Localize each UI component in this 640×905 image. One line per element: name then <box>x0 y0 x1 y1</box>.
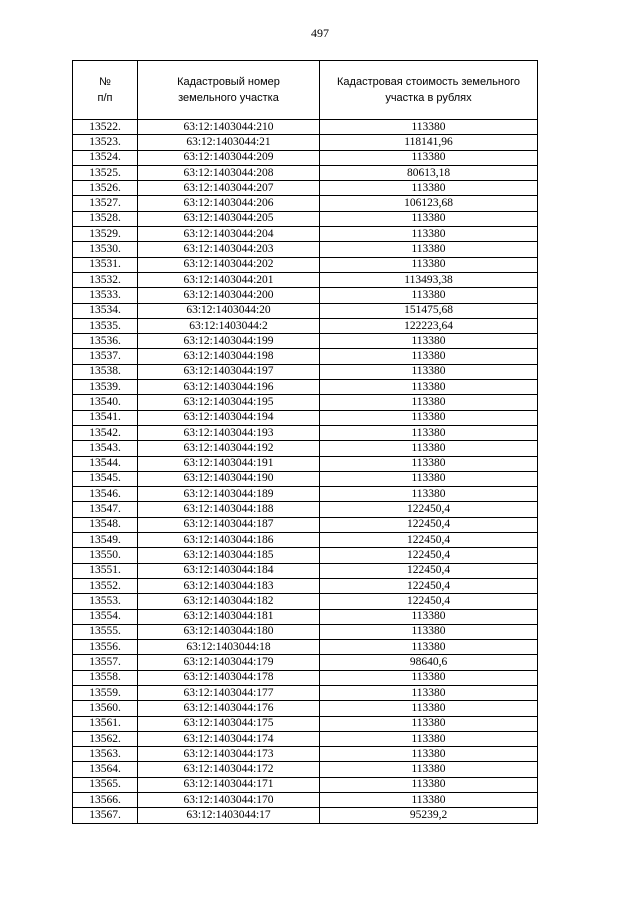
cadastral-value-cell: 122450,4 <box>320 578 538 593</box>
table-row <box>73 395 538 410</box>
table-row <box>73 747 538 762</box>
row-number-cell: 13538. <box>73 364 138 379</box>
table-row <box>73 242 538 257</box>
cadastral-value-cell: 113380 <box>320 731 538 746</box>
cadastral-number-cell: 63:12:1403044:2 <box>138 318 320 333</box>
table-row <box>73 272 538 287</box>
cadastral-value-cell: 113380 <box>320 395 538 410</box>
row-number-cell: 13541. <box>73 410 138 425</box>
cadastral-value-cell: 122450,4 <box>320 594 538 609</box>
table-row <box>73 502 538 517</box>
cadastral-number-cell: 63:12:1403044:197 <box>138 364 320 379</box>
cadastral-value-cell: 113380 <box>320 334 538 349</box>
cadastral-number-cell: 63:12:1403044:171 <box>138 777 320 792</box>
cadastral-value-cell: 113380 <box>320 471 538 486</box>
cadastral-number-cell: 63:12:1403044:193 <box>138 425 320 440</box>
cadastral-number-cell: 63:12:1403044:187 <box>138 517 320 532</box>
cadastral-number-cell: 63:12:1403044:17 <box>138 808 320 823</box>
row-number-cell: 13563. <box>73 747 138 762</box>
cadastral-number-cell: 63:12:1403044:188 <box>138 502 320 517</box>
table-row <box>73 227 538 242</box>
row-number-cell: 13559. <box>73 685 138 700</box>
cadastral-number-cell: 63:12:1403044:208 <box>138 165 320 180</box>
row-number-cell: 13544. <box>73 456 138 471</box>
table-row <box>73 670 538 685</box>
row-number-cell: 13524. <box>73 150 138 165</box>
cadastral-value-cell: 113380 <box>320 640 538 655</box>
row-number-cell: 13549. <box>73 533 138 548</box>
row-number-cell: 13566. <box>73 793 138 808</box>
cadastral-value-cell: 118141,96 <box>320 135 538 150</box>
cadastral-number-cell: 63:12:1403044:191 <box>138 456 320 471</box>
row-number-cell: 13553. <box>73 594 138 609</box>
table-row <box>73 808 538 823</box>
table-row <box>73 196 538 211</box>
cadastral-value-cell: 122223,64 <box>320 318 538 333</box>
table-row <box>73 517 538 532</box>
table-row <box>73 548 538 563</box>
table-row <box>73 578 538 593</box>
cadastral-number-cell: 63:12:1403044:206 <box>138 196 320 211</box>
table-row <box>73 349 538 364</box>
row-number-cell: 13535. <box>73 318 138 333</box>
cadastral-value-cell: 113493,38 <box>320 272 538 287</box>
header-cadastral-number: Кадастровый номер земельного участка <box>138 61 320 120</box>
cadastral-number-cell: 63:12:1403044:205 <box>138 211 320 226</box>
cadastral-value-cell: 122450,4 <box>320 548 538 563</box>
row-number-cell: 13539. <box>73 380 138 395</box>
cadastral-value-cell: 113380 <box>320 777 538 792</box>
row-number-cell: 13557. <box>73 655 138 670</box>
cadastral-value-cell: 113380 <box>320 670 538 685</box>
table-row <box>73 380 538 395</box>
table-row <box>73 640 538 655</box>
table-row <box>73 334 538 349</box>
cadastral-number-cell: 63:12:1403044:174 <box>138 731 320 746</box>
table-row <box>73 288 538 303</box>
cadastral-value-cell: 113380 <box>320 227 538 242</box>
cadastral-number-cell: 63:12:1403044:180 <box>138 624 320 639</box>
table-body <box>73 120 538 824</box>
table-row <box>73 609 538 624</box>
table-header <box>73 61 538 120</box>
table-row <box>73 701 538 716</box>
row-number-cell: 13564. <box>73 762 138 777</box>
row-number-cell: 13533. <box>73 288 138 303</box>
row-number-cell: 13537. <box>73 349 138 364</box>
table-row <box>73 594 538 609</box>
page-number: 497 <box>311 26 329 40</box>
header-row-number: № п/п <box>73 61 138 120</box>
table-row <box>73 441 538 456</box>
row-number-cell: 13562. <box>73 731 138 746</box>
cadastral-number-cell: 63:12:1403044:170 <box>138 793 320 808</box>
cadastral-number-cell: 63:12:1403044:178 <box>138 670 320 685</box>
row-number-cell: 13529. <box>73 227 138 242</box>
cadastral-value-cell: 113380 <box>320 793 538 808</box>
cadastral-value-cell: 122450,4 <box>320 502 538 517</box>
table-row <box>73 318 538 333</box>
cadastral-number-cell: 63:12:1403044:210 <box>138 120 320 135</box>
cadastral-number-cell: 63:12:1403044:185 <box>138 548 320 563</box>
table-row <box>73 120 538 135</box>
row-number-cell: 13522. <box>73 120 138 135</box>
row-number-cell: 13546. <box>73 487 138 502</box>
table-row <box>73 456 538 471</box>
cadastral-value-cell: 113380 <box>320 425 538 440</box>
row-number-cell: 13526. <box>73 181 138 196</box>
cadastral-number-cell: 63:12:1403044:181 <box>138 609 320 624</box>
table-row <box>73 425 538 440</box>
row-number-cell: 13523. <box>73 135 138 150</box>
cadastral-value-cell: 80613,18 <box>320 165 538 180</box>
table-row <box>73 364 538 379</box>
cadastral-value-cell: 98640,6 <box>320 655 538 670</box>
cadastral-value-cell: 113380 <box>320 288 538 303</box>
row-number-cell: 13554. <box>73 609 138 624</box>
cadastral-value-cell: 113380 <box>320 380 538 395</box>
row-number-cell: 13556. <box>73 640 138 655</box>
cadastral-number-cell: 63:12:1403044:200 <box>138 288 320 303</box>
table-row <box>73 135 538 150</box>
table-row <box>73 716 538 731</box>
row-number-cell: 13551. <box>73 563 138 578</box>
cadastral-number-cell: 63:12:1403044:175 <box>138 716 320 731</box>
cadastral-number-cell: 63:12:1403044:179 <box>138 655 320 670</box>
row-number-cell: 13540. <box>73 395 138 410</box>
table-row <box>73 471 538 486</box>
row-number-cell: 13552. <box>73 578 138 593</box>
row-number-cell: 13543. <box>73 441 138 456</box>
table-row <box>73 533 538 548</box>
table-row <box>73 150 538 165</box>
table-row <box>73 165 538 180</box>
row-number-cell: 13542. <box>73 425 138 440</box>
cadastral-value-cell: 113380 <box>320 211 538 226</box>
cadastral-value-cell: 113380 <box>320 120 538 135</box>
cadastral-value-cell: 113380 <box>320 456 538 471</box>
cadastral-number-cell: 63:12:1403044:184 <box>138 563 320 578</box>
table-row <box>73 410 538 425</box>
row-number-cell: 13536. <box>73 334 138 349</box>
table-row <box>73 731 538 746</box>
cadastral-number-cell: 63:12:1403044:192 <box>138 441 320 456</box>
cadastral-value-cell: 113380 <box>320 487 538 502</box>
row-number-cell: 13558. <box>73 670 138 685</box>
table-row <box>73 487 538 502</box>
cadastral-value-cell: 95239,2 <box>320 808 538 823</box>
row-number-cell: 13531. <box>73 257 138 272</box>
header-cadastral-value: Кадастровая стоимость земельного участка в рублях <box>320 61 538 120</box>
cadastral-number-cell: 63:12:1403044:177 <box>138 685 320 700</box>
cadastral-value-cell: 113380 <box>320 257 538 272</box>
cadastral-number-cell: 63:12:1403044:189 <box>138 487 320 502</box>
cadastral-number-cell: 63:12:1403044:183 <box>138 578 320 593</box>
cadastral-value-cell: 113380 <box>320 701 538 716</box>
table-row <box>73 181 538 196</box>
cadastral-number-cell: 63:12:1403044:182 <box>138 594 320 609</box>
row-number-cell: 13561. <box>73 716 138 731</box>
table-row <box>73 257 538 272</box>
cadastral-number-cell: 63:12:1403044:176 <box>138 701 320 716</box>
table-row <box>73 762 538 777</box>
cadastral-value-cell: 113380 <box>320 181 538 196</box>
cadastral-number-cell: 63:12:1403044:202 <box>138 257 320 272</box>
cadastral-number-cell: 63:12:1403044:207 <box>138 181 320 196</box>
cadastral-value-cell: 122450,4 <box>320 533 538 548</box>
cadastral-number-cell: 63:12:1403044:18 <box>138 640 320 655</box>
cadastral-value-cell: 113380 <box>320 685 538 700</box>
cadastral-number-cell: 63:12:1403044:196 <box>138 380 320 395</box>
cadastral-number-cell: 63:12:1403044:194 <box>138 410 320 425</box>
cadastral-number-cell: 63:12:1403044:190 <box>138 471 320 486</box>
row-number-cell: 13550. <box>73 548 138 563</box>
row-number-cell: 13530. <box>73 242 138 257</box>
row-number-cell: 13528. <box>73 211 138 226</box>
table-row <box>73 303 538 318</box>
cadastral-number-cell: 63:12:1403044:209 <box>138 150 320 165</box>
cadastral-value-cell: 113380 <box>320 410 538 425</box>
cadastral-value-cell: 113380 <box>320 349 538 364</box>
row-number-cell: 13527. <box>73 196 138 211</box>
cadastral-number-cell: 63:12:1403044:20 <box>138 303 320 318</box>
row-number-cell: 13565. <box>73 777 138 792</box>
cadastral-number-cell: 63:12:1403044:204 <box>138 227 320 242</box>
table-row <box>73 793 538 808</box>
row-number-cell: 13555. <box>73 624 138 639</box>
row-number-cell: 13560. <box>73 701 138 716</box>
table-row <box>73 624 538 639</box>
row-number-cell: 13534. <box>73 303 138 318</box>
row-number-cell: 13547. <box>73 502 138 517</box>
cadastral-value-table <box>72 60 538 824</box>
table-row <box>73 563 538 578</box>
table-row <box>73 655 538 670</box>
cadastral-value-cell: 113380 <box>320 150 538 165</box>
cadastral-value-cell: 113380 <box>320 242 538 257</box>
cadastral-value-cell: 113380 <box>320 441 538 456</box>
cadastral-number-cell: 63:12:1403044:172 <box>138 762 320 777</box>
cadastral-value-cell: 122450,4 <box>320 517 538 532</box>
cadastral-value-cell: 113380 <box>320 716 538 731</box>
table-row <box>73 685 538 700</box>
cadastral-value-cell: 122450,4 <box>320 563 538 578</box>
table-row <box>73 777 538 792</box>
cadastral-number-cell: 63:12:1403044:199 <box>138 334 320 349</box>
row-number-cell: 13525. <box>73 165 138 180</box>
cadastral-value-cell: 113380 <box>320 624 538 639</box>
header-row <box>73 61 538 120</box>
cadastral-number-cell: 63:12:1403044:203 <box>138 242 320 257</box>
cadastral-value-cell: 113380 <box>320 609 538 624</box>
cadastral-number-cell: 63:12:1403044:201 <box>138 272 320 287</box>
cadastral-value-cell: 113380 <box>320 762 538 777</box>
row-number-cell: 13532. <box>73 272 138 287</box>
cadastral-value-cell: 113380 <box>320 747 538 762</box>
row-number-cell: 13545. <box>73 471 138 486</box>
cadastral-number-cell: 63:12:1403044:21 <box>138 135 320 150</box>
row-number-cell: 13567. <box>73 808 138 823</box>
cadastral-value-cell: 113380 <box>320 364 538 379</box>
cadastral-number-cell: 63:12:1403044:186 <box>138 533 320 548</box>
cadastral-value-cell: 151475,68 <box>320 303 538 318</box>
row-number-cell: 13548. <box>73 517 138 532</box>
cadastral-value-cell: 106123,68 <box>320 196 538 211</box>
cadastral-number-cell: 63:12:1403044:195 <box>138 395 320 410</box>
table-row <box>73 211 538 226</box>
cadastral-number-cell: 63:12:1403044:198 <box>138 349 320 364</box>
cadastral-number-cell: 63:12:1403044:173 <box>138 747 320 762</box>
